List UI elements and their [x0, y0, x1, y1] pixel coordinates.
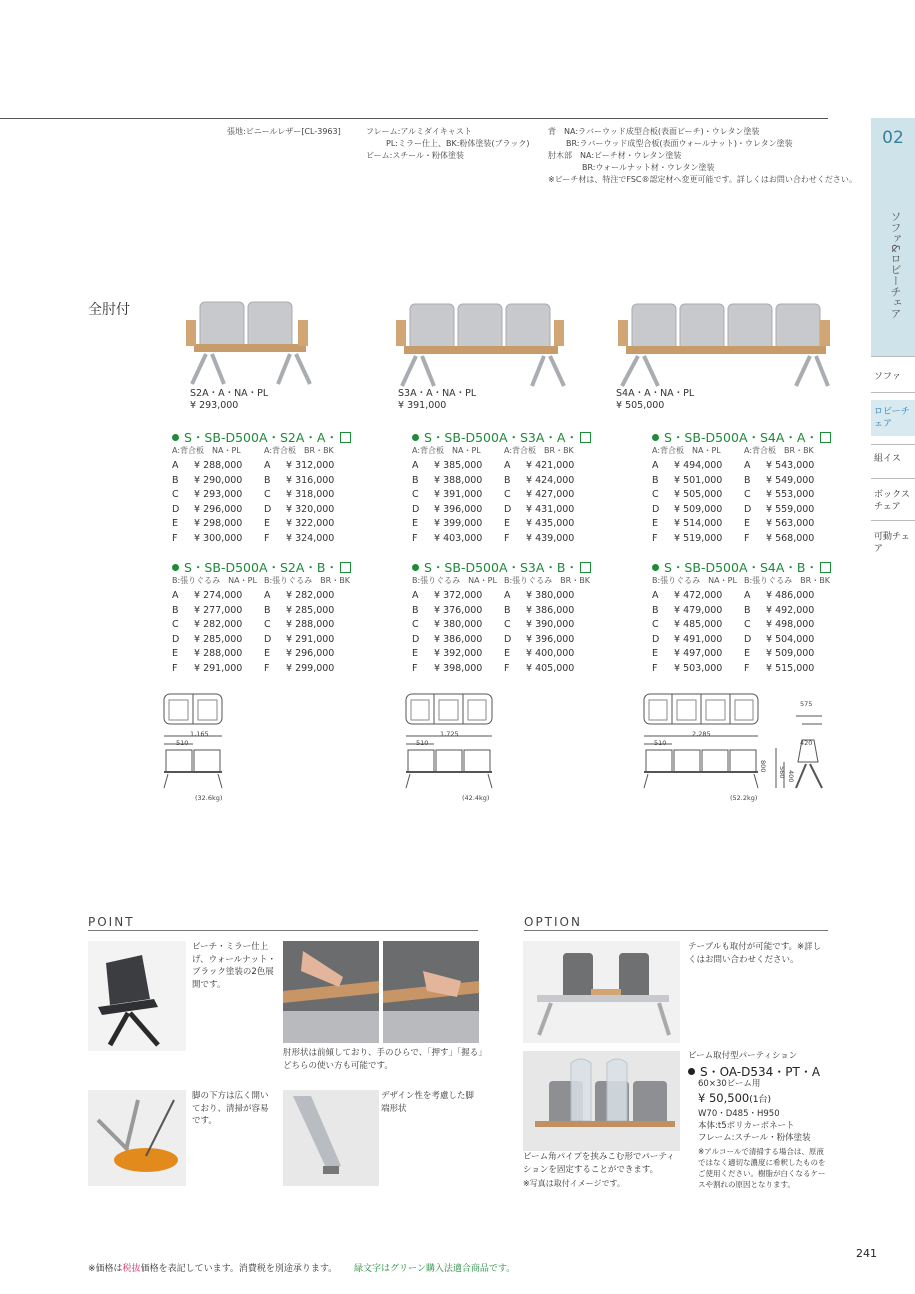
- price-left: ¥ 494,000: [674, 460, 723, 471]
- grade-right: E: [504, 648, 511, 659]
- bullet-icon: [412, 434, 419, 441]
- price-left: ¥ 274,000: [194, 590, 243, 601]
- grade-left: A: [652, 590, 659, 601]
- grade-right: F: [264, 532, 270, 544]
- dim-total-3seat: 1,725: [440, 730, 459, 738]
- partition-spec-size: W70・D485・H950: [698, 1109, 780, 1119]
- side-dim-depth: 575: [800, 700, 813, 708]
- grade-left: E: [412, 518, 419, 529]
- grade-right: B: [264, 474, 271, 486]
- price-left: ¥ 296,000: [194, 503, 243, 515]
- top-rule: [0, 118, 828, 119]
- bullet-icon: [172, 434, 179, 441]
- table-left-heading: A:背合板 NA・PL: [652, 446, 721, 455]
- grade-left: E: [652, 648, 659, 659]
- grade-right: B: [504, 604, 511, 616]
- price-right: ¥ 559,000: [766, 503, 815, 515]
- grade-left: F: [412, 662, 418, 674]
- grade-left: B: [172, 474, 179, 486]
- sidebar-item-sofa[interactable]: ソファ: [874, 372, 901, 382]
- sidebar-number: 02: [882, 128, 904, 148]
- price-row: [172, 503, 352, 518]
- model-code: S・SB-D500A・S3A・A・: [412, 428, 591, 446]
- side-dim-arm-height: 560: [778, 766, 786, 779]
- price-right: ¥ 424,000: [526, 474, 575, 486]
- spec-upholstery: 張地:ビニールレザー[CL-3963]: [227, 127, 341, 136]
- price-left: ¥ 386,000: [434, 633, 483, 645]
- price-table: [652, 459, 832, 546]
- price-left: ¥ 300,000: [194, 532, 243, 544]
- grade-left: F: [412, 532, 418, 544]
- price-right: ¥ 549,000: [766, 474, 815, 486]
- option-photo-caption: ビーム角パイプを挟みこむ形でパーティションを固定することができます。: [523, 1152, 675, 1175]
- table-left-heading: B:張りぐるみ NA・PL: [652, 576, 737, 585]
- grade-left: A: [412, 460, 419, 471]
- price-left: ¥ 380,000: [434, 619, 483, 630]
- price-left: ¥ 403,000: [434, 532, 483, 544]
- grade-right: A: [504, 460, 511, 471]
- price-left: ¥ 485,000: [674, 619, 723, 630]
- price-row: [412, 488, 592, 503]
- grade-left: D: [652, 503, 660, 515]
- dim-weight-2seat: (32.6kg): [195, 794, 223, 802]
- grade-left: C: [652, 489, 659, 500]
- dim-total-2seat: 1,165: [190, 730, 209, 738]
- grade-right: D: [504, 633, 512, 645]
- grade-left: D: [172, 503, 180, 515]
- price-left: ¥ 501,000: [674, 474, 723, 486]
- price-right: ¥ 439,000: [526, 532, 575, 544]
- grade-left: E: [172, 648, 179, 659]
- side-dim-seat-depth: 420: [800, 739, 813, 747]
- grade-left: D: [652, 633, 660, 645]
- grade-right: F: [504, 662, 510, 674]
- grade-left: C: [412, 489, 419, 500]
- sidebar-item-stacking[interactable]: 組イス: [874, 454, 901, 464]
- price-row: [172, 647, 352, 662]
- price-row: [172, 633, 352, 648]
- dim-seat-3seat: 510: [416, 739, 429, 747]
- point-text-arm: 肘形状は前傾しており、手のひらで、「押す」「握る」どちらの使い方も可能です。: [283, 1048, 483, 1071]
- partition-label: ビーム取付型パーティション: [688, 1051, 798, 1061]
- grade-right: C: [504, 619, 511, 630]
- spec-back-na: 背 NA:ラバーウッド成型合板(表面ビーチ)・ウレタン塗装: [548, 127, 760, 136]
- price-left: ¥ 372,000: [434, 590, 483, 601]
- section-label: 全肘付: [88, 302, 130, 318]
- table-right-heading: A:背合板 BR・BK: [744, 446, 814, 455]
- price-right: ¥ 543,000: [766, 460, 815, 471]
- sidebar-item-movable-chair[interactable]: 可動チェア: [874, 532, 910, 554]
- grade-left: F: [652, 662, 658, 674]
- price-left: ¥ 285,000: [194, 633, 243, 645]
- price-right: ¥ 396,000: [526, 633, 575, 645]
- price-left: ¥ 293,000: [194, 489, 243, 500]
- price-right: ¥ 431,000: [526, 503, 575, 515]
- spec-back-br: BR:ラバーウッド成型合板(表面ウォールナット)・ウレタン塗装: [566, 139, 793, 148]
- grade-right: C: [744, 619, 751, 630]
- grade-left: B: [652, 604, 659, 616]
- price-right: ¥ 435,000: [526, 518, 575, 529]
- grade-right: C: [264, 489, 271, 500]
- price-left: ¥ 277,000: [194, 604, 243, 616]
- price-left: ¥ 503,000: [674, 662, 723, 674]
- point-text-cleaning: 脚の下方は広く開いており、清掃が容易です。: [192, 1091, 269, 1126]
- price-right: ¥ 291,000: [286, 633, 335, 645]
- table-left-heading: A:背合板 NA・PL: [172, 446, 241, 455]
- bench-3seat-image: [396, 296, 568, 390]
- grade-right: C: [744, 489, 751, 500]
- price-right: ¥ 312,000: [286, 460, 335, 471]
- price-left: ¥ 388,000: [434, 474, 483, 486]
- price-row: [172, 488, 352, 503]
- price-row: [412, 517, 592, 532]
- side-dim-seat-height: 400: [787, 770, 795, 783]
- table-left-heading: A:背合板 NA・PL: [412, 446, 481, 455]
- dim-total-4seat: 2,285: [692, 730, 711, 738]
- spec-beam: ビーム:スチール・粉体塗装: [366, 151, 465, 160]
- model-code: S・SB-D500A・S3A・B・: [412, 558, 591, 576]
- grade-left: D: [412, 633, 420, 645]
- table-right-heading: B:張りぐるみ BR・BK: [744, 576, 830, 585]
- side-dim-height: 800: [759, 760, 767, 773]
- color-code-box-icon: [580, 562, 591, 573]
- product-label-4seat: S4A・A・NA・PL: [616, 388, 695, 399]
- price-row: [412, 662, 592, 677]
- price-row: [172, 618, 352, 633]
- price-left: ¥ 288,000: [194, 648, 243, 659]
- grade-right: C: [504, 489, 511, 500]
- price-right: ¥ 282,000: [286, 590, 335, 601]
- dim-weight-3seat: (42.4kg): [462, 794, 490, 802]
- partition-note: ※アルコールで清掃する場合は、原液ではなく適切な濃度に希釈したものをご使用ください。樹脂が白くなるケースや割れの原因となります。: [698, 1147, 826, 1189]
- price-table: [172, 459, 352, 546]
- price-right: ¥ 320,000: [286, 503, 335, 515]
- price-left: ¥ 391,000: [434, 489, 483, 500]
- grade-right: E: [264, 648, 271, 659]
- price-right: ¥ 427,000: [526, 489, 575, 500]
- grade-left: B: [412, 604, 419, 616]
- price-row: [652, 488, 832, 503]
- color-code-box-icon: [580, 432, 591, 443]
- price-left: ¥ 385,000: [434, 460, 483, 471]
- grade-right: A: [264, 590, 271, 601]
- model-code: S・SB-D500A・S4A・B・: [652, 558, 831, 576]
- grade-left: B: [652, 474, 659, 486]
- price-right: ¥ 492,000: [766, 604, 815, 616]
- grade-left: A: [172, 460, 179, 471]
- partition-spec-body: 本体:t5ポリカーボネート: [698, 1121, 795, 1131]
- price-row: [412, 459, 592, 474]
- product-price-4seat: ¥ 505,000: [616, 400, 665, 411]
- grade-right: A: [744, 460, 751, 471]
- grade-right: D: [744, 633, 752, 645]
- option-photo-partition: [523, 1051, 680, 1151]
- grade-left: C: [172, 619, 179, 630]
- grade-right: D: [264, 503, 272, 515]
- price-row: [412, 633, 592, 648]
- price-right: ¥ 421,000: [526, 460, 575, 471]
- product-price-2seat: ¥ 293,000: [190, 400, 239, 411]
- grade-left: F: [172, 662, 178, 674]
- color-code-box-icon: [340, 562, 351, 573]
- grade-left: D: [412, 503, 420, 515]
- price-left: ¥ 497,000: [674, 648, 723, 659]
- grade-left: C: [412, 619, 419, 630]
- footer-note-tax: ※価格は税抜価格を表記しています。消費税を別途承ります。: [88, 1264, 338, 1274]
- price-left: ¥ 519,000: [674, 532, 723, 544]
- price-right: ¥ 553,000: [766, 489, 815, 500]
- grade-left: C: [652, 619, 659, 630]
- price-row: [172, 532, 352, 547]
- grade-right: F: [504, 532, 510, 544]
- grade-left: E: [172, 518, 179, 529]
- point-photo-arm-grip: [383, 941, 479, 1043]
- price-row: [652, 647, 832, 662]
- price-row: [412, 474, 592, 489]
- grade-right: A: [504, 590, 511, 601]
- grade-right: D: [744, 503, 752, 515]
- price-right: ¥ 390,000: [526, 619, 575, 630]
- price-row: [412, 647, 592, 662]
- grade-right: E: [264, 518, 271, 529]
- price-row: [172, 604, 352, 619]
- model-code: S・SB-D500A・S2A・B・: [172, 558, 351, 576]
- bullet-icon: [172, 564, 179, 571]
- price-row: [652, 503, 832, 518]
- price-row: [412, 604, 592, 619]
- grade-left: E: [652, 518, 659, 529]
- spec-frame: フレーム:アルミダイキャスト: [366, 127, 472, 136]
- price-row: [172, 474, 352, 489]
- grade-right: E: [744, 648, 751, 659]
- table-right-heading: B:張りぐるみ BR・BK: [264, 576, 350, 585]
- product-label-3seat: S3A・A・NA・PL: [398, 388, 477, 399]
- price-right: ¥ 405,000: [526, 662, 575, 674]
- dim-drawing-2seat: [160, 688, 250, 803]
- price-row: [652, 633, 832, 648]
- price-row: [652, 532, 832, 547]
- color-code-box-icon: [820, 432, 831, 443]
- price-right: ¥ 486,000: [766, 590, 815, 601]
- point-photo-cleaning: [88, 1090, 186, 1186]
- table-right-heading: B:張りぐるみ BR・BK: [504, 576, 590, 585]
- price-row: [652, 517, 832, 532]
- partition-beam: 60×30ビーム用: [698, 1079, 761, 1089]
- point-text-leg: デザイン性を考慮した脚端形状: [381, 1091, 474, 1114]
- grade-left: C: [172, 489, 179, 500]
- grade-right: A: [744, 590, 751, 601]
- grade-left: F: [652, 532, 658, 544]
- price-left: ¥ 376,000: [434, 604, 483, 616]
- option-photo-note: ※写真は取付イメージです。: [523, 1179, 625, 1188]
- option-photo-table: [523, 941, 680, 1043]
- price-table: [412, 459, 592, 546]
- dim-seat-2seat: 510: [176, 739, 189, 747]
- price-left: ¥ 514,000: [674, 518, 723, 529]
- price-left: ¥ 509,000: [674, 503, 723, 515]
- grade-right: D: [504, 503, 512, 515]
- product-price-3seat: ¥ 391,000: [398, 400, 447, 411]
- price-right: ¥ 515,000: [766, 662, 815, 674]
- grade-left: D: [172, 633, 180, 645]
- sidebar-item-box-chair[interactable]: ボックスチェア: [874, 490, 910, 512]
- page-number: 241: [856, 1247, 877, 1260]
- price-left: ¥ 505,000: [674, 489, 723, 500]
- grade-right: E: [504, 518, 511, 529]
- table-left-heading: B:張りぐるみ NA・PL: [172, 576, 257, 585]
- price-table: [412, 589, 592, 676]
- price-right: ¥ 568,000: [766, 532, 815, 544]
- grade-right: B: [744, 474, 751, 486]
- price-left: ¥ 298,000: [194, 518, 243, 529]
- sidebar-category: ソファ&ロビーチェア: [889, 211, 902, 319]
- price-right: ¥ 380,000: [526, 590, 575, 601]
- price-row: [652, 589, 832, 604]
- sidebar-item-lobby-chair[interactable]: ロビーチェア: [871, 400, 915, 436]
- table-left-heading: B:張りぐるみ NA・PL: [412, 576, 497, 585]
- table-right-heading: A:背合板 BR・BK: [504, 446, 574, 455]
- price-left: ¥ 479,000: [674, 604, 723, 616]
- price-right: ¥ 509,000: [766, 648, 815, 659]
- point-photo-arm-push: [283, 941, 379, 1043]
- price-right: ¥ 324,000: [286, 532, 335, 544]
- dim-weight-4seat: (52.2kg): [730, 794, 758, 802]
- grade-right: B: [264, 604, 271, 616]
- partition-price: ¥ 50,500(1台): [698, 1091, 771, 1105]
- price-row: [652, 474, 832, 489]
- grade-right: B: [744, 604, 751, 616]
- spec-frame-finish: PL:ミラー仕上、BK:粉体塗装(ブラック): [386, 139, 530, 148]
- bullet-icon: [412, 564, 419, 571]
- bench-4seat-image: [614, 296, 832, 390]
- point-text-colors: ビーチ・ミラー仕上げ、ウォールナット・ブラック塗装の2色展開です。: [192, 942, 276, 990]
- color-code-box-icon: [820, 562, 831, 573]
- price-row: [412, 503, 592, 518]
- price-row: [412, 532, 592, 547]
- point-title: POINT: [88, 915, 135, 929]
- bullet-icon: [652, 434, 659, 441]
- price-right: ¥ 322,000: [286, 518, 335, 529]
- partition-spec-frame: フレーム:スチール・粉体塗装: [698, 1133, 811, 1143]
- price-right: ¥ 316,000: [286, 474, 335, 486]
- price-right: ¥ 296,000: [286, 648, 335, 659]
- grade-right: F: [744, 662, 750, 674]
- price-right: ¥ 299,000: [286, 662, 335, 674]
- grade-right: A: [264, 460, 271, 471]
- price-left: ¥ 399,000: [434, 518, 483, 529]
- price-row: [412, 589, 592, 604]
- table-right-heading: A:背合板 BR・BK: [264, 446, 334, 455]
- point-photo-leg: [283, 1090, 379, 1186]
- price-right: ¥ 285,000: [286, 604, 335, 616]
- price-table: [652, 589, 832, 676]
- grade-right: F: [744, 532, 750, 544]
- price-row: [412, 618, 592, 633]
- price-left: ¥ 288,000: [194, 460, 243, 471]
- option-title: OPTION: [524, 915, 582, 929]
- spec-arm-na: 肘木部 NA:ビーチ材・ウレタン塗装: [548, 151, 682, 160]
- price-row: [652, 604, 832, 619]
- price-left: ¥ 396,000: [434, 503, 483, 515]
- model-code: S・SB-D500A・S2A・A・: [172, 428, 351, 446]
- grade-left: B: [412, 474, 419, 486]
- grade-left: A: [412, 590, 419, 601]
- grade-right: B: [504, 474, 511, 486]
- price-left: ¥ 282,000: [194, 619, 243, 630]
- price-left: ¥ 398,000: [434, 662, 483, 674]
- grade-left: A: [172, 590, 179, 601]
- price-right: ¥ 400,000: [526, 648, 575, 659]
- grade-left: F: [172, 532, 178, 544]
- price-right: ¥ 498,000: [766, 619, 815, 630]
- price-left: ¥ 290,000: [194, 474, 243, 486]
- grade-right: D: [264, 633, 272, 645]
- price-row: [652, 459, 832, 474]
- option-text-table: テーブルも取付が可能です。※詳しくはお問い合わせください。: [688, 942, 822, 965]
- price-left: ¥ 491,000: [674, 633, 723, 645]
- price-row: [652, 662, 832, 677]
- model-code: S・SB-D500A・S4A・A・: [652, 428, 831, 446]
- price-row: [172, 517, 352, 532]
- price-row: [172, 589, 352, 604]
- bench-2seat-image: [186, 296, 326, 388]
- product-label-2seat: S2A・A・NA・PL: [190, 388, 269, 399]
- price-row: [172, 662, 352, 677]
- spec-fsc-note: ※ビーチ材は、特注でFSC®認定材へ変更可能です。詳しくはお問い合わせください。: [548, 175, 857, 184]
- grade-right: C: [264, 619, 271, 630]
- grade-right: E: [744, 518, 751, 529]
- price-row: [172, 459, 352, 474]
- price-right: ¥ 288,000: [286, 619, 335, 630]
- grade-right: F: [264, 662, 270, 674]
- dim-seat-4seat: 510: [654, 739, 667, 747]
- footer-note-green: 緑文字はグリーン購入法適合商品です。: [354, 1264, 516, 1274]
- color-code-box-icon: [340, 432, 351, 443]
- price-right: ¥ 504,000: [766, 633, 815, 645]
- grade-left: E: [412, 648, 419, 659]
- point-photo-chair: [88, 941, 186, 1051]
- price-right: ¥ 563,000: [766, 518, 815, 529]
- bullet-icon: [652, 564, 659, 571]
- price-left: ¥ 291,000: [194, 662, 243, 674]
- price-left: ¥ 392,000: [434, 648, 483, 659]
- price-right: ¥ 386,000: [526, 604, 575, 616]
- price-table: [172, 589, 352, 676]
- price-left: ¥ 472,000: [674, 590, 723, 601]
- spec-arm-br: BR:ウォールナット材・ウレタン塗装: [582, 163, 715, 172]
- price-row: [652, 618, 832, 633]
- partition-model: S・OA-D534・PT・A: [688, 1063, 820, 1080]
- grade-left: B: [172, 604, 179, 616]
- grade-left: A: [652, 460, 659, 471]
- price-right: ¥ 318,000: [286, 489, 335, 500]
